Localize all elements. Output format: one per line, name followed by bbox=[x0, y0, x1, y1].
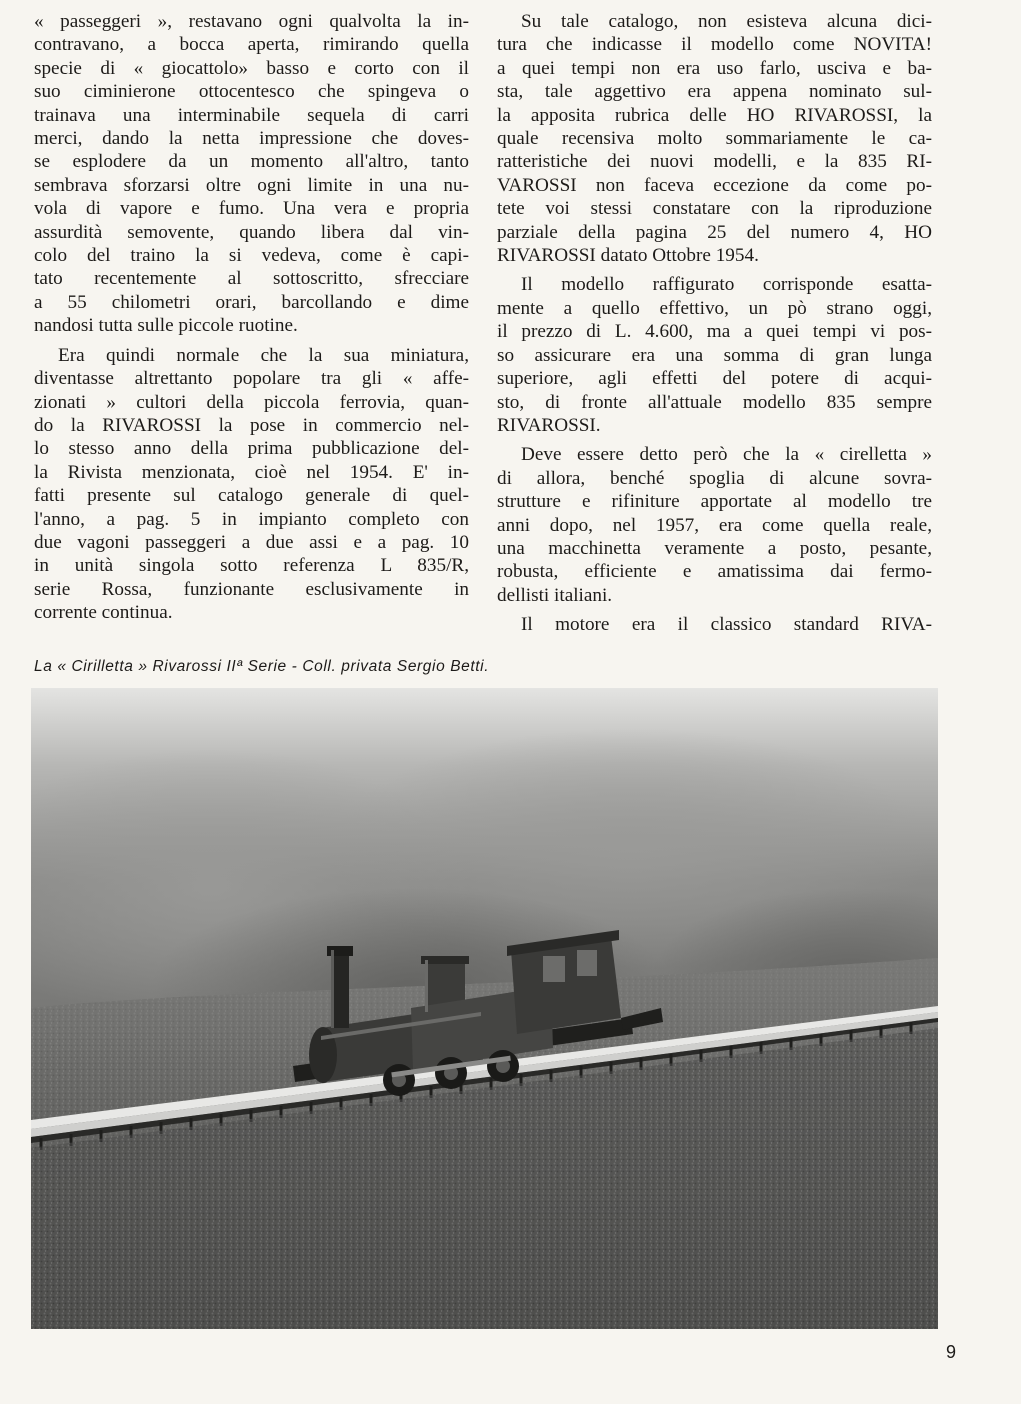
text-line: merci, dando la netta impressione che doves- bbox=[34, 128, 469, 150]
text-line: sembrava sforzarsi oltre ogni limite in una nu- bbox=[34, 174, 469, 196]
text-line: se esplodere da un momento all'altro, tanto bbox=[34, 151, 469, 173]
text-line: Deve essere detto però che la « cirelletta » bbox=[521, 444, 932, 466]
text-line: ratteristiche dei nuovi modelli, e la 835 RI- bbox=[497, 151, 932, 173]
text-line: trainava una interminabile sequela di carri bbox=[34, 104, 469, 126]
paragraph bbox=[497, 273, 932, 437]
text-line: anni dopo, nel 1957, era come quella reale, bbox=[497, 514, 932, 536]
paragraph bbox=[497, 443, 932, 607]
text-line: assurdità semovente, quando libera dal vin- bbox=[34, 221, 469, 243]
text-line: dellisti italiani. bbox=[497, 584, 613, 606]
text-line: suo ciminierone ottocentesco che spingeva o bbox=[34, 81, 469, 103]
text-line: vola di vapore e fumo. Una vera e propria bbox=[34, 198, 469, 220]
photo-caption: La « Cirilletta » Rivarossi IIª Serie - Coll. privata Sergio Betti. bbox=[34, 658, 490, 675]
text-line: la Rivista menzionata, cioè nel 1954. E' in- bbox=[34, 461, 469, 483]
text-line: « passeggeri », restavano ogni qualvolta la in- bbox=[34, 11, 469, 32]
text-line: RIVAROSSI. bbox=[497, 414, 601, 436]
text-line: superiore, agli effetti del potere di acqui- bbox=[497, 368, 932, 390]
text-line: il prezzo di L. 4.600, ma a quei tempi vi pos- bbox=[497, 321, 932, 343]
text-line: strutture e rifiniture apportate al modello tre bbox=[497, 491, 932, 513]
text-line: mente a quello effettivo, un pò strano oggi, bbox=[497, 297, 932, 319]
text-line: Era quindi normale che la sua miniatura, bbox=[58, 344, 469, 366]
text-line: so assicurare era una somma di gran lunga bbox=[497, 344, 932, 366]
locomotive-photo bbox=[31, 688, 938, 1329]
text-line: colo del traino la si vedeva, come è capi- bbox=[34, 245, 469, 267]
text-line: serie Rossa, funzionante esclusivamente in bbox=[34, 578, 469, 600]
text-line: do la RIVAROSSI la pose in commercio nel- bbox=[34, 414, 469, 436]
text-line: l'anno, a pag. 5 in impianto completo con bbox=[34, 508, 469, 530]
text-line: zionati » cultori della piccola ferrovia, quan- bbox=[34, 391, 469, 413]
paragraph bbox=[34, 10, 469, 338]
paragraph bbox=[34, 344, 469, 625]
text-line: nandosi tutta sulle piccole ruotine. bbox=[34, 315, 298, 337]
text-line: una macchinetta veramente a posto, pesante, bbox=[497, 537, 932, 559]
text-line: corrente continua. bbox=[34, 602, 173, 624]
text-line: parziale della pagina 25 del numero 4, HO bbox=[497, 221, 932, 243]
text-line: robusta, efficiente e amatissima dai fermo- bbox=[497, 561, 932, 583]
text-line: quale recensiva molto sommariamente le ca- bbox=[497, 128, 932, 150]
text-line: Il modello raffigurato corrisponde esatta- bbox=[521, 274, 932, 296]
text-line: tato recentemente al sottoscritto, sfrecciare bbox=[34, 268, 469, 290]
text-line: sto, di fronte all'attuale modello 835 sempre bbox=[497, 391, 932, 413]
right-text-column bbox=[497, 10, 932, 643]
paragraph bbox=[497, 613, 932, 636]
text-line: VAROSSI non faceva eccezione da come po- bbox=[497, 174, 932, 196]
text-line: due vagoni passeggeri a due assi e a pag. 10 bbox=[34, 531, 469, 553]
paragraph bbox=[497, 10, 932, 267]
text-line: sta, tale aggettivo era appena nominato sul- bbox=[497, 81, 932, 103]
page-number: 9 bbox=[946, 1342, 957, 1362]
text-line: di allora, benché spoglia di alcune sovra- bbox=[497, 467, 932, 489]
text-line: specie di « giocattolo» basso e corto con il bbox=[34, 57, 469, 79]
text-line: a 55 chilometri orari, barcollando e dime bbox=[34, 291, 469, 313]
text-line: a quei tempi non era uso farlo, usciva e ba- bbox=[497, 57, 932, 79]
text-line: diventasse altrettanto popolare tra gli « affe- bbox=[34, 368, 469, 390]
text-line: Su tale catalogo, non esisteva alcuna dici- bbox=[521, 11, 932, 32]
text-line: fatti presente sul catalogo generale di quel- bbox=[34, 485, 469, 507]
text-line: la apposita rubrica delle HO RIVAROSSI, la bbox=[497, 104, 932, 126]
text-line: in unità singola sotto referenza L 835/R, bbox=[34, 555, 469, 577]
left-text-column bbox=[34, 10, 469, 631]
text-line: RIVAROSSI datato Ottobre 1954. bbox=[497, 245, 759, 267]
text-line: tura che indicasse il modello come NOVITA! bbox=[497, 34, 932, 56]
text-line: tete voi stessi constatare con la riproduzione bbox=[497, 198, 932, 220]
text-line: contravano, a bocca aperta, rimirando quella bbox=[34, 34, 469, 56]
text-line: Il motore era il classico standard RIVA- bbox=[521, 614, 932, 636]
text-line: lo stesso anno della prima pubblicazione del- bbox=[34, 438, 469, 460]
